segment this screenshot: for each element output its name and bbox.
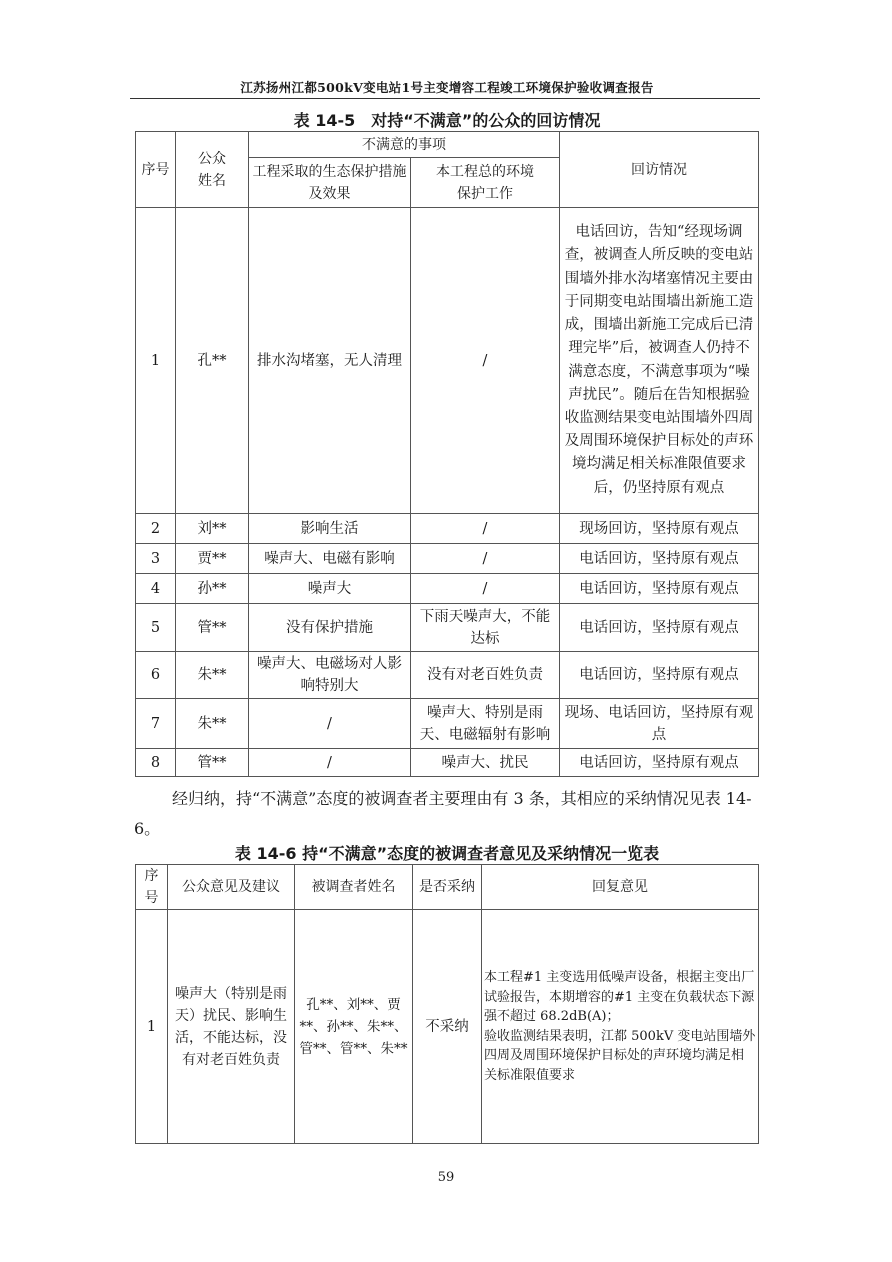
cell-env: / <box>411 574 560 604</box>
cell-no: 7 <box>136 699 176 749</box>
cell-eco: 噪声大 <box>249 574 411 604</box>
table-14-5-caption: 表 14-5 对持“不满意”的公众的回访情况 <box>293 111 601 130</box>
header-reply: 回复意见 <box>482 865 759 910</box>
cell-no: 6 <box>136 652 176 699</box>
cell-followup: 电话回访，坚持原有观点 <box>560 749 759 777</box>
cell-no: 1 <box>136 910 168 1144</box>
cell-no: 8 <box>136 749 176 777</box>
cell-eco: 没有保护措施 <box>249 604 411 652</box>
reply-line-2: 验收监测结果表明，江都 500kV 变电站围墙外四周及周围环境保护目标处的声环境均满足相关标准限值要求 <box>484 1028 756 1083</box>
table-row <box>136 749 759 777</box>
cell-name: 管** <box>176 749 249 777</box>
cell-eco: 噪声大、电磁场对人影响特别大 <box>249 652 411 699</box>
header-followup: 回访情况 <box>560 132 759 208</box>
header-respondents: 被调查者姓名 <box>295 865 413 910</box>
cell-no: 2 <box>136 514 176 544</box>
cell-eco: 影响生活 <box>249 514 411 544</box>
cell-name: 孙** <box>176 574 249 604</box>
table-row <box>136 699 759 749</box>
header-no: 序号 <box>136 865 168 910</box>
header-opinion: 公众意见及建议 <box>168 865 295 910</box>
cell-followup: 电话回访，告知“经现场调查，被调查人所反映的变电站围墙外排水沟堵塞情况主要由于同期变电站围墙出新施工造成，围墙出新施工完成后已清理完毕”后，被调查人仍持不满意态度，不满意事项为“噪声扰民”。随后在告知根据验收监测结果变电站围墙外四周及周围环境保护目标处的声环境均满足相关标准限值要求后，仍坚持原有观点 <box>560 208 759 514</box>
cell-followup: 电话回访，坚持原有观点 <box>560 652 759 699</box>
summary-paragraph: 经归纳，持“不满意”态度的被调查者主要理由有 3 条，其相应的采纳情况见表 14-6。 <box>134 789 752 838</box>
header-name: 公众姓名 <box>176 132 249 208</box>
table-row <box>136 652 759 699</box>
cell-env: / <box>411 208 560 514</box>
cell-followup: 电话回访，坚持原有观点 <box>560 604 759 652</box>
page-number: 59 <box>437 1170 455 1185</box>
reply-line-1: 本工程#1 主变选用低噪声设备，根据主变出厂试验报告，本期增容的#1 主变在负载状态下源强不超过 68.2dB(A)； <box>484 970 755 1024</box>
cell-name: 朱** <box>176 699 249 749</box>
running-header: 江苏扬州江都500kV变电站1号主变增容工程竣工环境保护验收调查报告 <box>240 80 654 95</box>
header-dissatisfied-group: 不满意的事项 <box>249 132 560 158</box>
cell-reply <box>482 910 759 1144</box>
header-no: 序号 <box>136 132 176 208</box>
cell-opinion: 噪声大（特别是雨天）扰民、影响生活，不能达标，没有对老百姓负责 <box>168 910 295 1144</box>
table-row <box>136 910 759 1144</box>
cell-eco: / <box>249 749 411 777</box>
cell-no: 1 <box>136 208 176 514</box>
table-14-5 <box>135 131 759 777</box>
header-adopted: 是否采纳 <box>413 865 482 910</box>
cell-eco: / <box>249 699 411 749</box>
cell-no: 3 <box>136 544 176 574</box>
cell-followup: 现场、电话回访，坚持原有观点 <box>560 699 759 749</box>
cell-name: 孔** <box>176 208 249 514</box>
cell-followup: 电话回访，坚持原有观点 <box>560 544 759 574</box>
cell-followup: 现场回访，坚持原有观点 <box>560 514 759 544</box>
cell-env: 噪声大、特别是雨天、电磁辐射有影响 <box>411 699 560 749</box>
header-env-work: 本工程总的环境保护工作 <box>411 158 560 208</box>
cell-no: 4 <box>136 574 176 604</box>
cell-name: 刘** <box>176 514 249 544</box>
cell-env: 没有对老百姓负责 <box>411 652 560 699</box>
cell-env: / <box>411 514 560 544</box>
header-eco-measures: 工程采取的生态保护措施及效果 <box>249 158 411 208</box>
cell-eco: 排水沟堵塞，无人清理 <box>249 208 411 514</box>
cell-name: 朱** <box>176 652 249 699</box>
cell-env: 下雨天噪声大，不能达标 <box>411 604 560 652</box>
cell-env: / <box>411 544 560 574</box>
cell-followup: 电话回访，坚持原有观点 <box>560 574 759 604</box>
table-row <box>136 544 759 574</box>
table-14-6-caption: 表 14-6 持“不满意”态度的被调查者意见及采纳情况一览表 <box>234 844 660 863</box>
table-row <box>136 514 759 544</box>
cell-env: 噪声大、扰民 <box>411 749 560 777</box>
cell-respondents: 孔**、刘**、贾**、孙**、朱**、管**、管**、朱** <box>295 910 413 1144</box>
cell-no: 5 <box>136 604 176 652</box>
table-row <box>136 604 759 652</box>
table-14-6 <box>135 864 759 1144</box>
cell-name: 管** <box>176 604 249 652</box>
table-row <box>136 208 759 514</box>
cell-eco: 噪声大、电磁有影响 <box>249 544 411 574</box>
cell-name: 贾** <box>176 544 249 574</box>
header-rule <box>130 98 760 99</box>
cell-adopted: 不采纳 <box>413 910 482 1144</box>
table-row <box>136 574 759 604</box>
